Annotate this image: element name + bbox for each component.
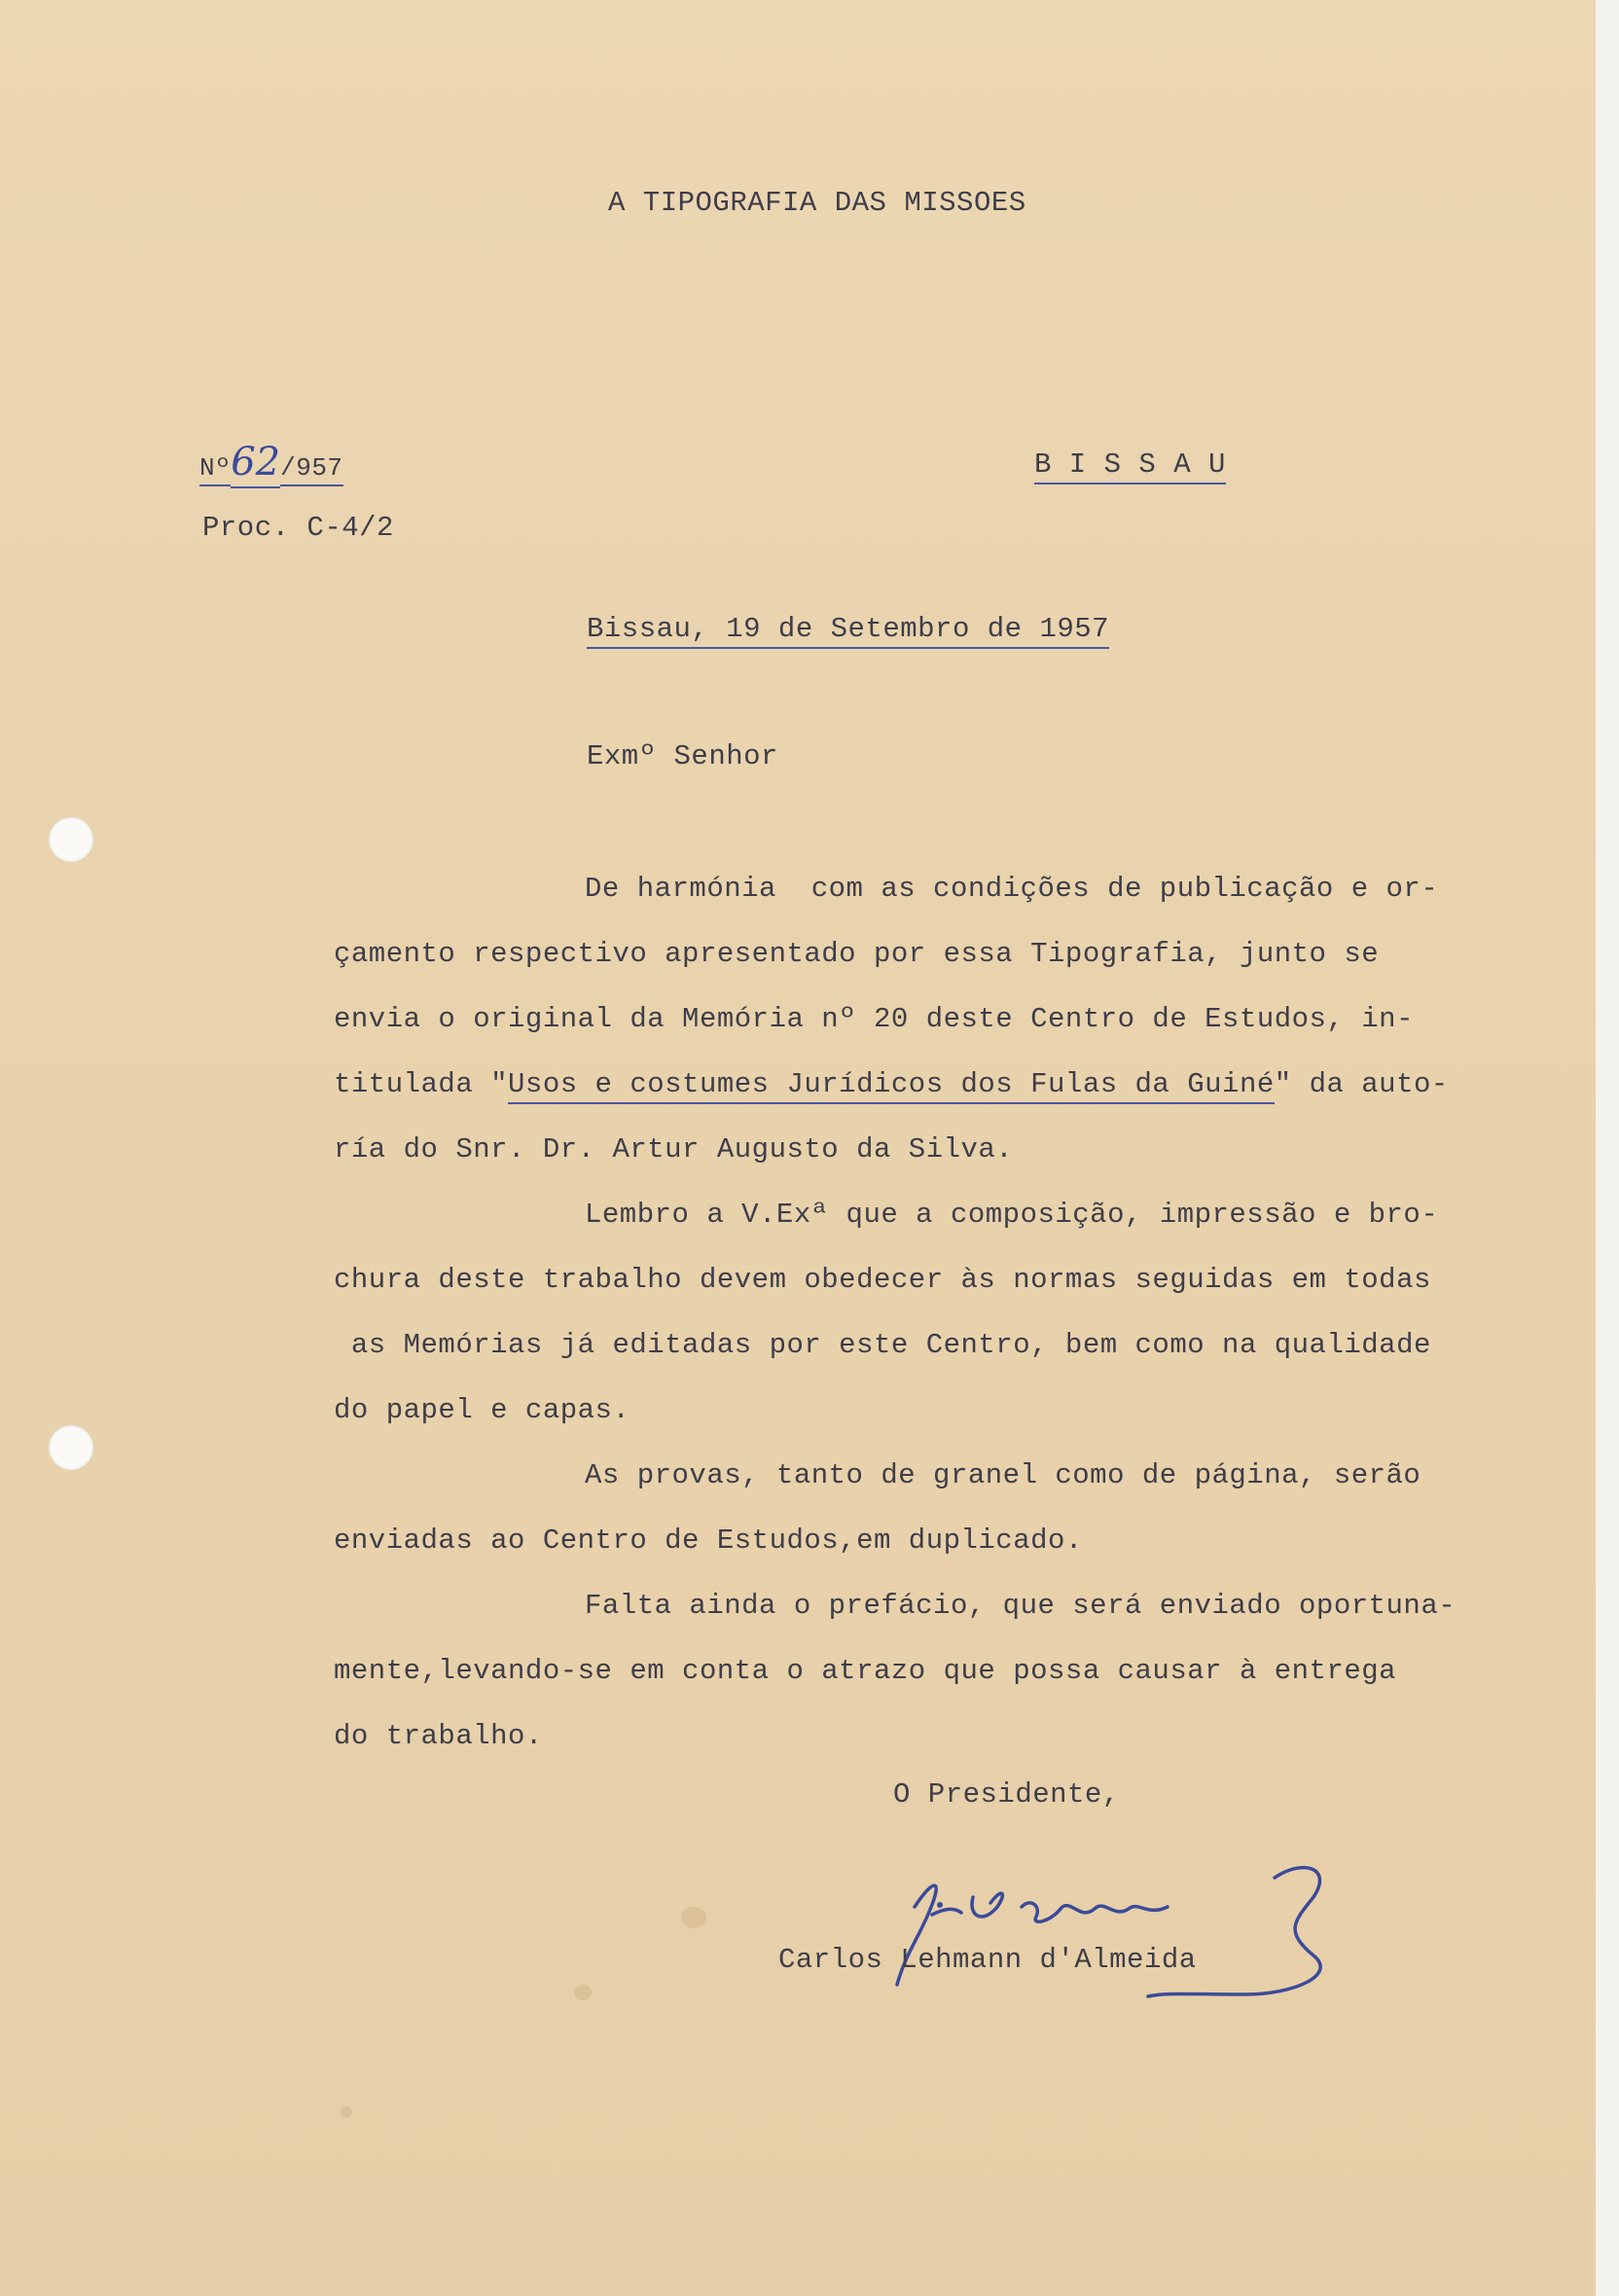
reference-number-year: /957 [280, 453, 342, 486]
text-line: as Memórias já editadas por este Centro, bem como na qualidade [334, 1329, 1431, 1361]
text-line: envia o original da Memória nº 20 deste Centro de Estudos, in- [334, 1003, 1414, 1035]
text-line: do trabalho. [334, 1720, 543, 1752]
letter-date: Bissau, 19 de Setembro de 1957 [587, 613, 1109, 649]
memoir-title: Usos e costumes Jurídicos dos Fulas da Guiné [508, 1068, 1275, 1104]
text-line: ría do Snr. Dr. Artur Augusto da Silva. [334, 1133, 1014, 1166]
text-line: çamento respectivo apresentado por essa Tipografia, junto se [334, 938, 1380, 970]
reference-number [199, 440, 343, 484]
paper-stain [681, 1907, 706, 1928]
body-paragraph-3 [334, 1443, 1550, 1573]
closing: O Presidente, [893, 1778, 1120, 1811]
text-line: chura deste trabalho devem obedecer às normas seguidas em todas [334, 1264, 1431, 1296]
text-line [334, 1052, 1550, 1117]
handwritten-signature [876, 1839, 1382, 2014]
reference-number-prefix: Nº [199, 453, 231, 486]
text-line: De harmónia com as condições de publicação e or- [585, 873, 1439, 905]
body-paragraph-2 [334, 1182, 1550, 1443]
reference-number-handwritten: 62 [231, 440, 280, 488]
punch-hole-top [49, 817, 93, 862]
process-reference: Proc. C-4/2 [202, 512, 394, 544]
text-fragment: " da auto- [1274, 1068, 1449, 1100]
paper-stain [574, 1985, 592, 2000]
text-fragment: titulada " [334, 1068, 509, 1100]
body-paragraph-4 [334, 1573, 1550, 1769]
text-line: mente,levando-se em conta o atrazo que possa causar à entrega [334, 1655, 1397, 1687]
paper-stain [341, 2106, 352, 2118]
scan-background [1596, 0, 1619, 2296]
letterhead-title: A TIPOGRAFIA DAS MISSOES [608, 187, 1026, 219]
punch-hole-bottom [49, 1425, 93, 1470]
place-heading: B I S S A U [1034, 448, 1226, 484]
signatory-name: Carlos Lehmann d'Almeida [778, 1944, 1197, 1976]
body-paragraph-1 [334, 856, 1550, 1182]
text-line: enviadas ao Centro de Estudos,em duplicado. [334, 1525, 1083, 1557]
text-line: As provas, tanto de granel como de página, serão [585, 1459, 1421, 1491]
text-line: do papel e capas. [334, 1394, 630, 1426]
salutation: Exmº Senhor [587, 740, 778, 772]
text-line: Lembro a V.Exª que a composição, impressão e bro- [585, 1199, 1439, 1231]
text-line: Falta ainda o prefácio, que será enviado oportuna- [585, 1590, 1457, 1622]
